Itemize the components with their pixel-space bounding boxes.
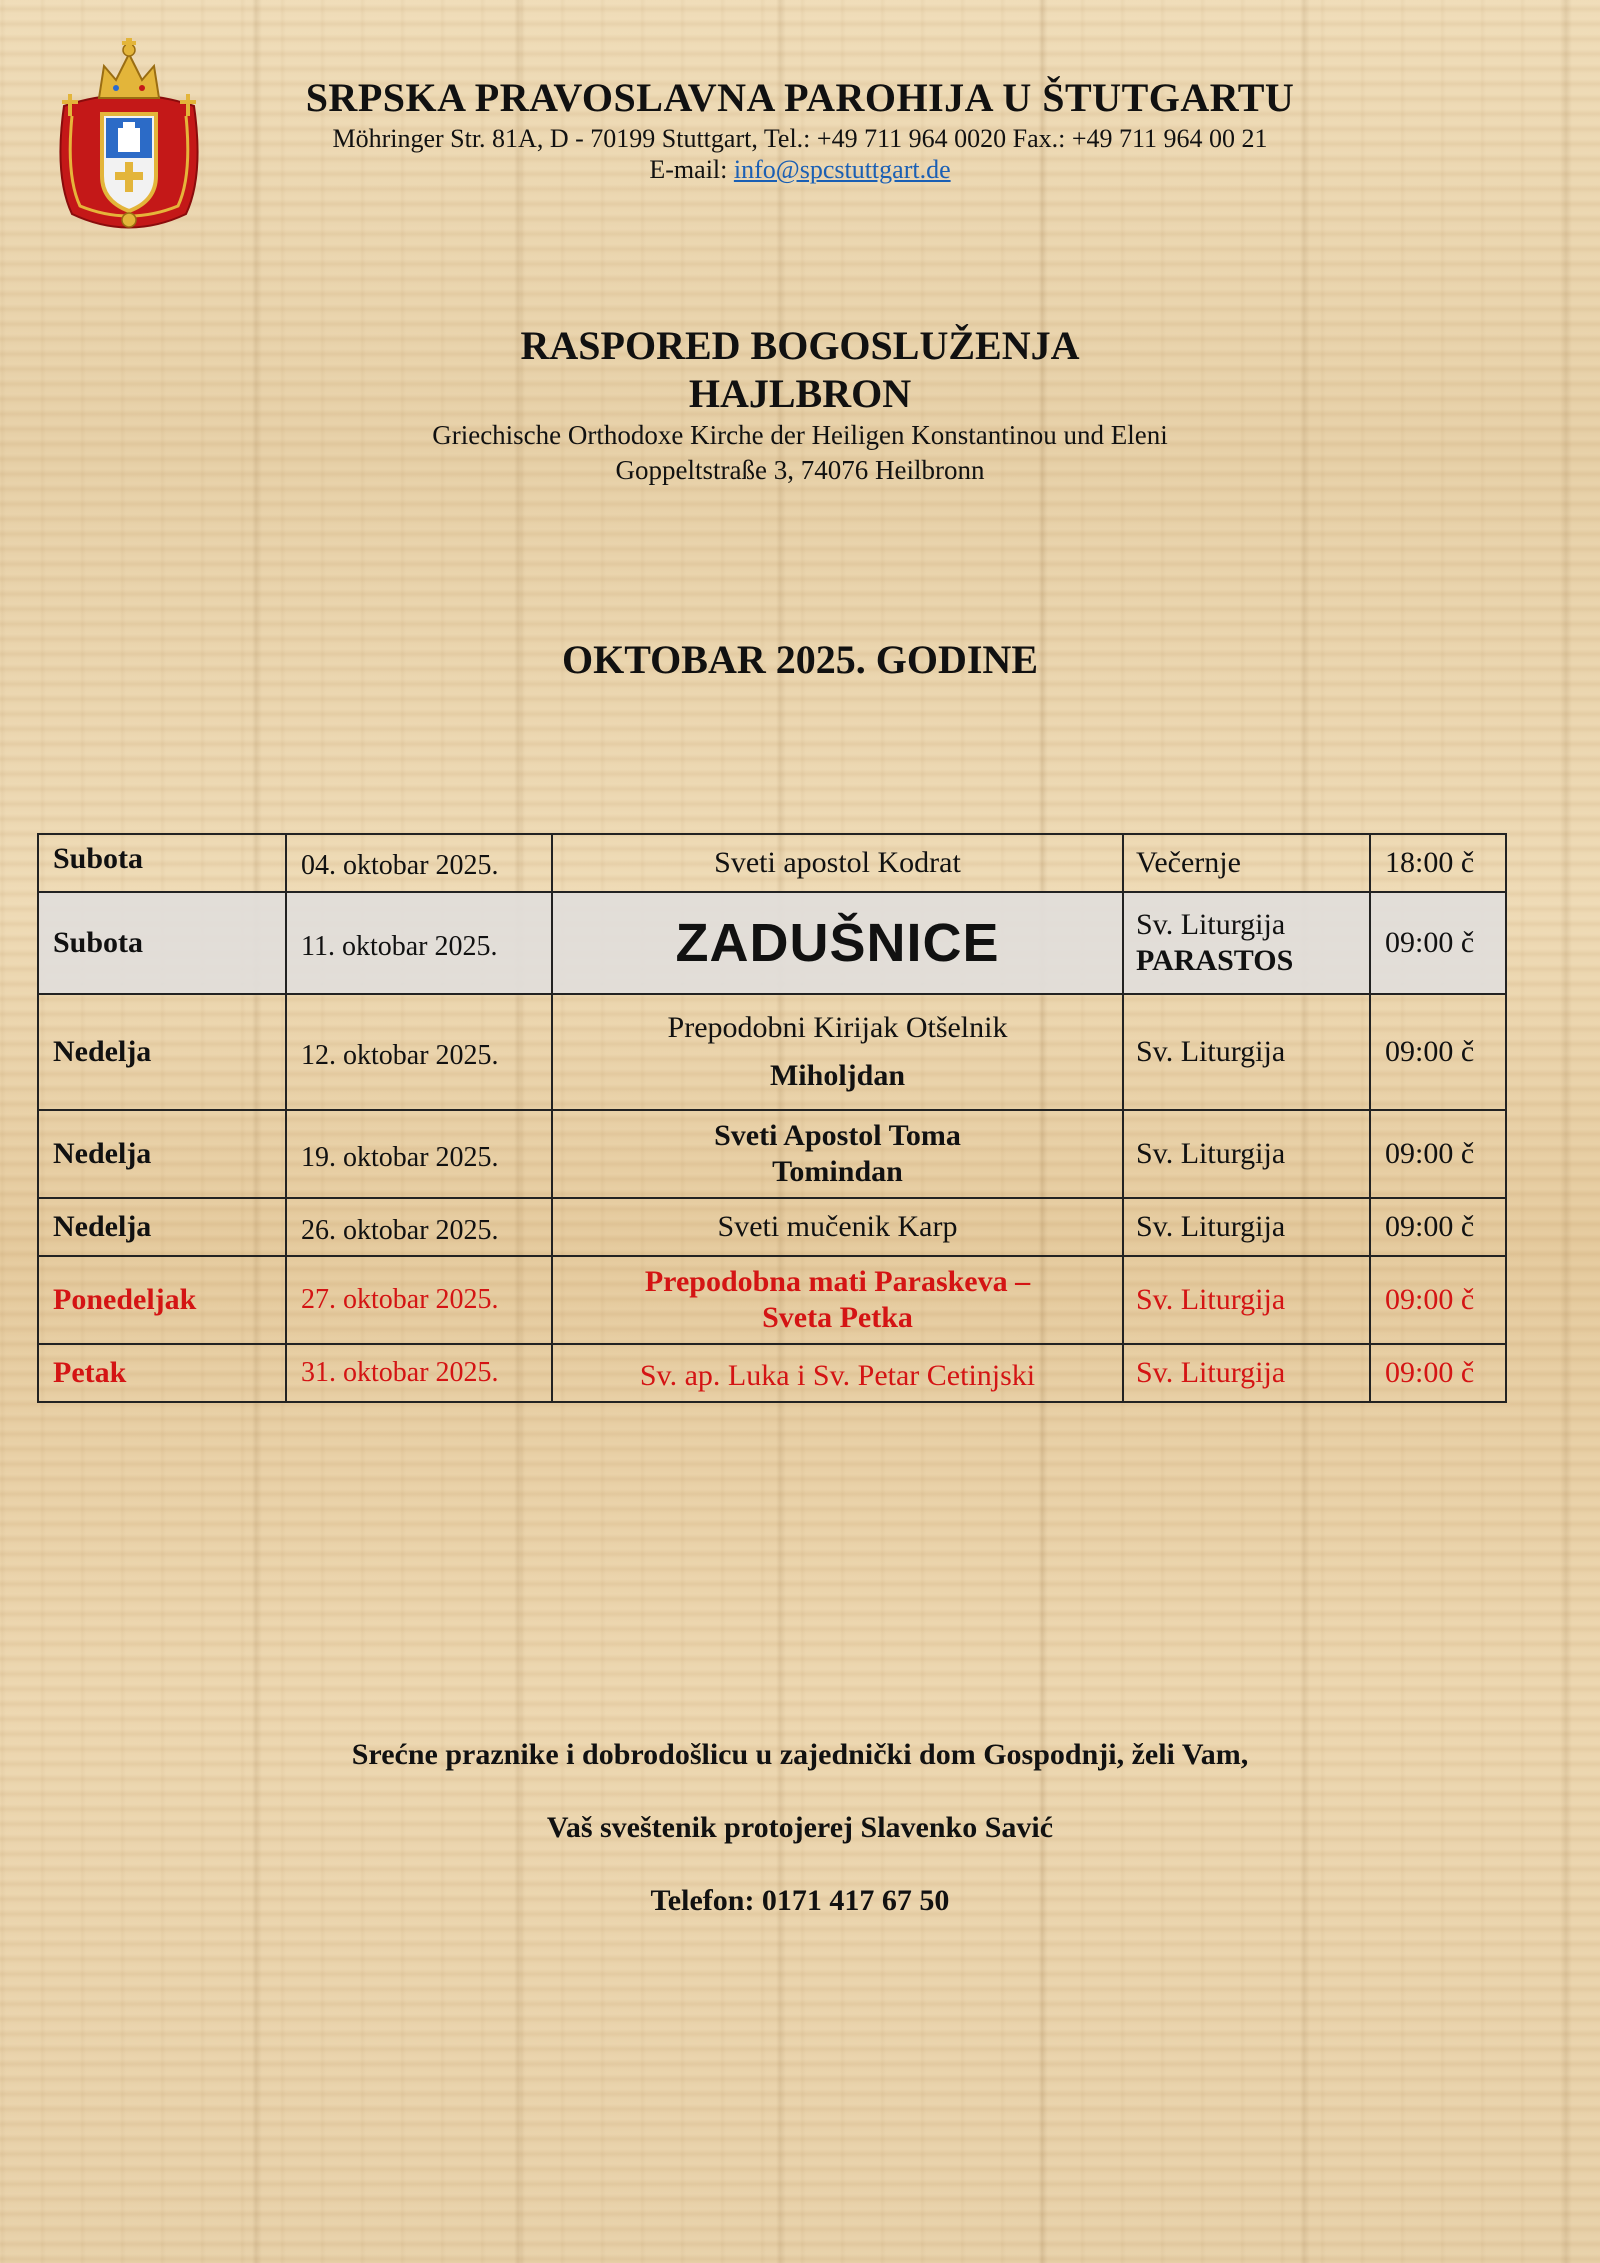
- service-line: Sv. Liturgija: [1136, 1356, 1286, 1389]
- feast-cell: [552, 1198, 1123, 1256]
- feast-cell: [552, 834, 1123, 892]
- day-cell: Nedelja: [38, 1198, 286, 1256]
- table-row: [38, 834, 1506, 892]
- service-line: PARASTOS: [1136, 944, 1294, 977]
- date-cell: 19. oktobar 2025.: [286, 1110, 552, 1198]
- service-line: Večernje: [1136, 846, 1241, 879]
- day-cell: Subota: [38, 892, 286, 994]
- table-row: [38, 994, 1506, 1110]
- parish-address: Möhringer Str. 81A, D - 70199 Stuttgart, Tel.: +49 711 964 0020 Fax.: +49 711 964 00 21: [332, 124, 1268, 153]
- feast-line: Miholjdan: [769, 1059, 906, 1092]
- feast-line: Sveta Petka: [762, 1301, 913, 1334]
- time-cell: 18:00 č: [1370, 834, 1506, 892]
- time-cell: 09:00 č: [1370, 892, 1506, 994]
- service-line: Sv. Liturgija: [1136, 1035, 1286, 1068]
- service-line: Sv. Liturgija: [1136, 1137, 1286, 1170]
- schedule-city: HAJLBRON: [688, 371, 912, 416]
- church-coat-of-arms-icon: [44, 36, 214, 236]
- parish-email-line: [200, 155, 1400, 185]
- month-title: OKTOBAR 2025. GODINE: [562, 637, 1038, 682]
- table-row: [38, 1110, 1506, 1198]
- feast-line: Sveti mučenik Karp: [717, 1210, 958, 1243]
- time-cell: 09:00 č: [1370, 1344, 1506, 1402]
- day-cell: Nedelja: [38, 1110, 286, 1198]
- time-cell: 09:00 č: [1370, 1110, 1506, 1198]
- service-cell: [1123, 1198, 1370, 1256]
- schedule-table: [37, 833, 1507, 1403]
- feast-cell: [552, 1344, 1123, 1402]
- feast-line: Sveti Apostol Toma: [714, 1119, 961, 1152]
- feast-line: Prepodobni Kirijak Otšelnik: [667, 1011, 1008, 1044]
- day-cell: Ponedeljak: [38, 1256, 286, 1344]
- feast-cell: [552, 994, 1123, 1110]
- day-cell: Subota: [38, 834, 286, 892]
- feast-line: Sv. ap. Luka i Sv. Petar Cetinjski: [639, 1359, 1036, 1392]
- feast-line: Tomindan: [772, 1155, 903, 1188]
- time-cell: 09:00 č: [1370, 1256, 1506, 1344]
- service-line: Sv. Liturgija: [1136, 1283, 1286, 1316]
- schedule-church: Griechische Orthodoxe Kirche der Heiligen Konstantinou und Eleni: [432, 420, 1168, 450]
- service-cell: [1123, 892, 1370, 994]
- time-cell: 09:00 č: [1370, 994, 1506, 1110]
- date-cell: 04. oktobar 2025.: [286, 834, 552, 892]
- table-row: [38, 1256, 1506, 1344]
- table-row: [38, 892, 1506, 994]
- feast-line: Sveti apostol Kodrat: [714, 846, 961, 879]
- service-cell: [1123, 834, 1370, 892]
- service-cell: [1123, 1110, 1370, 1198]
- feast-cell: [552, 1110, 1123, 1198]
- date-cell: 31. oktobar 2025.: [286, 1344, 552, 1402]
- footer-priest: Vaš sveštenik protojerej Slavenko Savić: [546, 1811, 1054, 1844]
- time-cell: 09:00 č: [1370, 1198, 1506, 1256]
- email-label: E-mail:: [649, 155, 728, 184]
- schedule-address: Goppeltstraße 3, 74076 Heilbronn: [615, 455, 985, 485]
- service-cell: [1123, 1344, 1370, 1402]
- day-cell: Nedelja: [38, 994, 286, 1110]
- parish-name: SRPSKA PRAVOSLAVNA PAROHIJA U ŠTUTGARTU: [305, 75, 1295, 120]
- feast-line: ZADUŠNICE: [675, 912, 1000, 973]
- email-link[interactable]: info@spcstuttgart.de: [733, 155, 951, 184]
- feast-cell: [552, 1256, 1123, 1344]
- footer-phone: Telefon: 0171 417 67 50: [650, 1884, 950, 1917]
- footer-greeting: Srećne praznike i dobrodošlicu u zajednički dom Gospodnji, želi Vam,: [351, 1738, 1249, 1771]
- feast-line: Prepodobna mati Paraskeva –: [644, 1265, 1031, 1298]
- service-line: Sv. Liturgija: [1136, 1210, 1286, 1243]
- table-row: [38, 1198, 1506, 1256]
- service-cell: [1123, 1256, 1370, 1344]
- date-cell: 27. oktobar 2025.: [286, 1256, 552, 1344]
- schedule-title: RASPORED BOGOSLUŽENJA: [520, 323, 1080, 368]
- date-cell: 12. oktobar 2025.: [286, 994, 552, 1110]
- table-row: [38, 1344, 1506, 1402]
- service-line: Sv. Liturgija: [1136, 908, 1286, 941]
- date-cell: 26. oktobar 2025.: [286, 1198, 552, 1256]
- date-cell: 11. oktobar 2025.: [286, 892, 552, 994]
- feast-cell: [552, 892, 1123, 994]
- day-cell: Petak: [38, 1344, 286, 1402]
- service-cell: [1123, 994, 1370, 1110]
